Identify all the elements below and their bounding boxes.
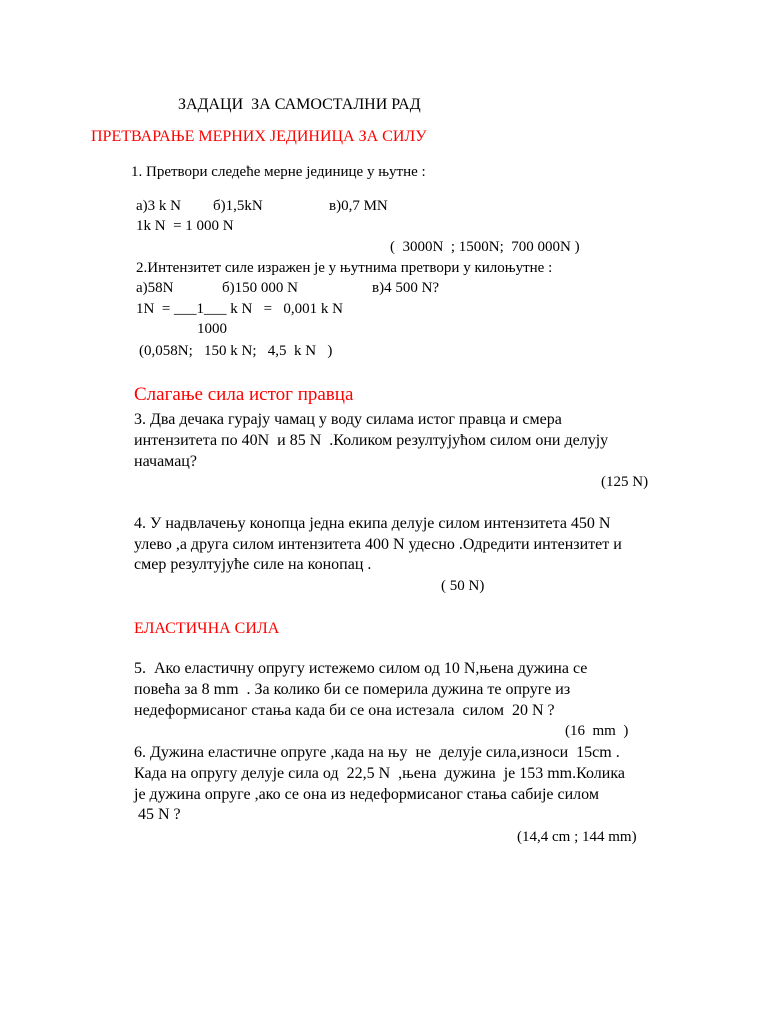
task-4-line-1: 4. У надвлачењу конопца једна екипа делује силом интензитета 450 N [134,515,611,532]
task-1-text: 1. Претвори следеће мерне јединице у њутне : [131,164,426,180]
task-5-line-3: недеформисаног стања када би се она истезала силом 20 N ? [134,702,555,719]
task-5-line-1: 5. Ако еластичну опругу истежемо силом од 10 N,њена дужина се [134,660,588,677]
task-1-option-b: б)1,5kN [213,198,263,214]
task-6-line-3: је дужина опруге ,ако се она из недеформисаног стања сабије силом [134,786,599,803]
section-heading-elastic-force: ЕЛАСТИЧНА СИЛА [134,620,280,637]
section-heading-collinear-forces: Слагање сила истог правца [134,384,354,405]
task-1-answer: ( 3000N ; 1500N; 700 000N ) [390,239,580,255]
task-2-answer: (0,058N; 150 k N; 4,5 k N ) [139,343,333,359]
task-1-option-v: в)0,7 MN [329,198,388,214]
task-5-line-2: повећа за 8 mm . За колико би се померила дужина те опруге из [134,681,571,698]
task-6-line-2: Када на опругу делује сила од 22,5 N ,њена дужина је 153 mm.Колика [134,765,625,782]
page-title: ЗАДАЦИ ЗА САМОСТАЛНИ РАД [178,96,421,113]
task-3-answer: (125 N) [601,474,649,490]
task-1-hint: 1k N = 1 000 N [136,218,234,234]
section-heading-force-units: ПРЕТВАРАЊЕ МЕРНИХ ЈЕДИНИЦА ЗА СИЛУ [91,128,427,145]
task-2-hint: 1N = ___1___ k N = 0,001 k N [136,301,343,317]
task-2-denominator: 1000 [197,321,227,337]
task-2-option-v: в)4 500 N? [372,280,440,296]
task-4-answer: ( 50 N) [441,578,485,594]
task-4-line-2: улево ,а друга силом интензитета 400 N удесно .Одредити интензитет и [134,536,622,553]
task-6-line-1: 6. Дужина еластичне опруге ,када на њу не делује сила,износи 15cm . [134,744,620,761]
task-3-line-1: 3. Два дечака гурају чамац у воду силама истог правца и смера [134,411,562,428]
task-2-option-a: а)58N [136,280,174,296]
task-6-answer: (14,4 cm ; 144 mm) [517,829,637,845]
task-2-option-b: б)150 000 N [222,280,298,296]
task-5-answer: (16 mm ) [565,723,629,739]
task-3-line-2: интензитета по 40N и 85 N .Коликом резултујућом силом они делују [134,432,609,449]
task-1-option-a: а)3 k N [136,198,181,214]
task-2-text: 2.Интензитет силе изражен је у њутнима претвори у килоњутне : [136,260,553,276]
task-4-line-3: смер резултујуће силе на конопац . [134,556,372,573]
task-3-line-3: начамац? [134,453,197,470]
task-6-line-4: 45 N ? [134,806,181,823]
